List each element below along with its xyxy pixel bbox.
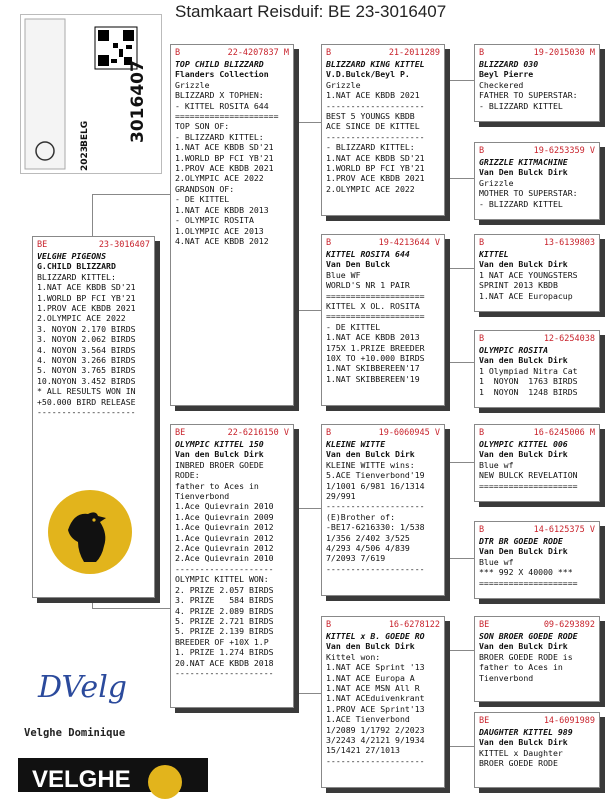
card-line: INBRED BROER GOEDE <box>175 459 264 470</box>
card-line: ==================== <box>326 311 425 322</box>
card-line: Beyl Pierre <box>479 69 534 80</box>
connector-line <box>445 558 475 559</box>
card-line: ==================== <box>479 577 578 588</box>
card-line: *** 992 X 40000 *** <box>479 567 573 578</box>
ring-country-prefix: BE <box>175 428 186 438</box>
ring-country-prefix: B <box>326 428 332 438</box>
card-line: Van den Bulck Dirk <box>479 449 568 460</box>
card-header <box>326 48 440 59</box>
card-line: 1.WORLD BP FCI YB'21 <box>175 152 274 163</box>
ring-number: 22-6216150 V <box>227 428 289 438</box>
card-line: 1.NAT ACE KBDB SD'21 <box>326 152 425 163</box>
card-line: -BE17-6216330: 1/538 <box>326 522 425 533</box>
card-line: GRIZZLE KITMACHINE <box>479 157 568 167</box>
card-line: * ALL RESULTS WON IN <box>37 386 136 397</box>
card-line: 1.NAT ACE KBDB 2013 <box>326 332 420 343</box>
card-line: WORLD'S NR 1 PAIR <box>326 280 410 291</box>
ring-number: 23-3016407 <box>98 240 150 250</box>
card-line: -------------------- <box>326 501 425 512</box>
pigeon-card-mmm <box>474 712 600 788</box>
card-line: KITTEL X OL. ROSITA <box>326 301 420 312</box>
card-line: GRANDSON OF: <box>175 183 235 194</box>
ring-country-prefix: B <box>479 428 485 438</box>
ring-year-text: 2023 <box>80 145 90 171</box>
pigeon-card-fmf <box>474 234 600 312</box>
ring-number: 19-6060945 V <box>378 428 440 438</box>
card-line: +50.000 BIRD RELEASE <box>37 396 136 407</box>
card-line: 1.PROV ACE KBDB 2021 <box>175 163 274 174</box>
card-line: 10X TO +10.000 BIRDS <box>326 353 425 364</box>
card-line: OLYMPIC KITTEL WON: <box>175 574 269 585</box>
card-line: father to Aces in <box>479 662 563 673</box>
pigeon-card-ffm <box>474 142 600 220</box>
card-line: 1.PROV ACE KBDB 2021 <box>326 173 425 184</box>
ring-number: 09-6293892 <box>543 620 595 630</box>
ring-number: 19-6253359 V <box>533 146 595 156</box>
card-line: 1.Ace Quievrain 2009 <box>175 511 274 522</box>
card-line: OLYMPIC KITTEL 006 <box>479 439 568 449</box>
card-line: 1 NOYON 1248 BIRDS <box>479 386 578 397</box>
card-line: KLEINE WITTE <box>326 439 386 449</box>
card-line: 1.NAT SKIBBEREEN'17 <box>326 363 420 374</box>
ring-tag-graphic <box>21 15 161 173</box>
breeder-name: Velghe Dominique <box>24 727 126 739</box>
card-line: 1.PROV ACE Sprint'13 <box>326 703 425 714</box>
card-line: - BLIZZARD KITTEL: <box>326 142 415 153</box>
card-header <box>37 240 150 251</box>
connector-line <box>294 693 322 694</box>
connector-line <box>294 310 322 311</box>
pigeon-card-mfm <box>474 521 600 599</box>
card-line: NEW BULCK REVELATION <box>479 470 578 481</box>
card-line: - BLIZZARD KITTEL <box>479 100 563 111</box>
pigeon-card-father-father <box>321 44 445 216</box>
card-line: V.D.Bulck/Beyl P. <box>326 69 410 80</box>
card-line: MOTHER TO SUPERSTAR: <box>479 188 578 199</box>
card-line: 1.NAT ACE KBDB 2021 <box>326 90 420 101</box>
card-line: 1.NAT ACE Europa A <box>326 672 415 683</box>
card-line: BLIZZARD X TOPHEN: <box>175 90 264 101</box>
card-line: OLYMPIC KITTEL 150 <box>175 439 264 449</box>
ring-number: 14-6091989 <box>543 716 595 726</box>
card-line: 4. NOYON 3.266 BIRDS <box>37 355 136 366</box>
ring-number: 19-4213644 V <box>378 238 440 248</box>
card-line: - DE KITTEL <box>175 194 230 205</box>
card-line: BLIZZARD KITTEL: <box>37 271 116 282</box>
card-header <box>479 716 595 727</box>
card-line: Grizzle <box>175 79 210 90</box>
ring-country-prefix: B <box>479 48 485 58</box>
connector-line <box>445 80 475 81</box>
pigeon-card-mff <box>474 424 600 502</box>
ring-tag-image <box>20 14 162 174</box>
card-line: 2.Ace Quievrain 2010 <box>175 553 274 564</box>
card-line: 1.NAT SKIBBEREEN'19 <box>326 373 420 384</box>
card-line: Tienverbond <box>175 491 230 502</box>
card-line: Van den Bulck Dirk <box>326 641 415 652</box>
card-line: TOP CHILD BLIZZARD <box>175 59 264 69</box>
breeder-signature: DVelg <box>38 670 127 705</box>
ring-country-prefix: BE <box>37 240 48 250</box>
connector-line <box>445 650 475 651</box>
connector-line <box>92 608 172 609</box>
card-line: -------------------- <box>326 131 425 142</box>
card-line: 1/2089 1/1792 2/2023 <box>326 724 425 735</box>
ring-number: 19-2015030 M <box>533 48 595 58</box>
card-line: 2.OLYMPIC ACE 2022 <box>326 183 415 194</box>
ring-country-text: BELG <box>80 120 90 147</box>
card-line: Van den Bulck Dirk <box>479 641 568 652</box>
card-line: TOP SON OF: <box>175 121 230 132</box>
card-line: 2. PRIZE 2.057 BIRDS <box>175 584 274 595</box>
ring-country-prefix: B <box>479 146 485 156</box>
card-line: 175X 1.PRIZE BREEDER <box>326 342 425 353</box>
card-line: 1.NAT ACE MSN All R <box>326 683 420 694</box>
card-line: 4.NAT ACE KBDB 2012 <box>175 235 269 246</box>
card-line: Van den Bulck Dirk <box>175 449 264 460</box>
card-line: DTR BR GOEDE RODE <box>479 536 563 546</box>
card-line: G.CHILD BLIZZARD <box>37 261 116 272</box>
card-line: -------------------- <box>37 407 136 418</box>
card-line: 1.PROV ACE KBDB 2021 <box>37 303 136 314</box>
card-line: KITTEL x B. GOEDE RO <box>326 631 425 641</box>
card-header <box>479 146 595 157</box>
card-header <box>479 428 595 439</box>
card-line: 15/1421 27/1013 <box>326 745 400 756</box>
connector-line <box>92 598 93 608</box>
ring-number: 16-6278122 <box>388 620 440 630</box>
card-line: KLEINE WITTE wins: <box>326 459 415 470</box>
card-line: 7/2093 7/619 <box>326 553 386 564</box>
connector-line <box>445 268 475 269</box>
brand-logo-icon <box>148 765 182 799</box>
card-line: -------------------- <box>175 563 274 574</box>
ring-number: 14-6125375 V <box>533 525 595 535</box>
card-line: Blue WF <box>326 269 361 280</box>
card-header <box>479 334 595 345</box>
card-line: BLIZZARD KING KITTEL <box>326 59 425 69</box>
card-line: -------------------- <box>326 755 425 766</box>
card-line: 4. PRIZE 2.089 BIRDS <box>175 605 274 616</box>
card-line: 5. NOYON 3.765 BIRDS <box>37 365 136 376</box>
ring-country-prefix: B <box>479 238 485 248</box>
card-line: BROER GOEDE RODE <box>479 758 558 769</box>
card-header <box>479 620 595 631</box>
card-line: Blue wf <box>479 556 514 567</box>
card-line: SPRINT 2013 KBDB <box>479 280 558 291</box>
card-line: Van Den Bulck Dirk <box>479 546 568 557</box>
card-line: 1.NAT ACE KBDB SD'21 <box>175 142 274 153</box>
card-line: -------------------- <box>326 563 425 574</box>
card-line: 1.NAT ACEduivenkrant <box>326 693 425 704</box>
ring-number-text: 3016407 <box>128 60 148 143</box>
card-header <box>175 48 289 59</box>
page-title: Stamkaart Reisduif: BE 23-3016407 <box>175 2 447 21</box>
card-line: KITTEL <box>479 249 509 259</box>
pigeon-card-mother <box>170 424 294 708</box>
card-line: 1/1001 6/981 16/1314 <box>326 480 425 491</box>
card-line: 29/991 <box>326 491 356 502</box>
card-line: Blue wf <box>479 459 514 470</box>
connector-line <box>294 122 322 123</box>
card-line: 1. PRIZE 1.274 BIRDS <box>175 647 274 658</box>
card-line: -------------------- <box>326 100 425 111</box>
card-line: ACE SINCE DE KITTEL <box>326 121 420 132</box>
ring-country-prefix: B <box>479 334 485 344</box>
pigeon-card-fff <box>474 44 600 122</box>
card-line: Kittel won: <box>326 651 381 662</box>
card-line: 1.NAT ACE KBDB SD'21 <box>37 282 136 293</box>
card-line: 1.NAT ACE Sprint '13 <box>326 662 425 673</box>
card-line: KITTEL ROSITA 644 <box>326 249 410 259</box>
card-line: 4. NOYON 3.564 BIRDS <box>37 344 136 355</box>
card-header <box>326 238 440 249</box>
card-line: KITTEL x Daughter <box>479 747 563 758</box>
card-line: - BLIZZARD KITTEL: <box>175 131 264 142</box>
pigeon-card-mother-father <box>321 424 445 596</box>
card-line: 1 NAT ACE YOUNGSTERS <box>479 269 578 280</box>
card-line: BROER GOEDE RODE is <box>479 651 573 662</box>
card-line: - KITTEL ROSITA 644 <box>175 100 269 111</box>
ring-country-prefix: B <box>479 525 485 535</box>
card-header <box>326 428 440 439</box>
card-line: 10.NOYON 3.452 BIRDS <box>37 375 136 386</box>
pigeon-icon <box>48 490 132 574</box>
ring-number: 16-6245006 M <box>533 428 595 438</box>
card-line: 1/356 2/402 3/525 <box>326 532 410 543</box>
card-line: 4/293 4/506 4/839 <box>326 543 410 554</box>
card-header <box>175 428 289 439</box>
card-line: Grizzle <box>326 79 361 90</box>
connector-line <box>445 362 475 363</box>
card-line: - BLIZZARD KITTEL <box>479 198 563 209</box>
ring-country-prefix: BE <box>479 620 490 630</box>
card-line: 2.Ace Quievrain 2012 <box>175 543 274 554</box>
card-header <box>479 48 595 59</box>
card-line: (E)Brother of: <box>326 511 396 522</box>
ring-country-prefix: B <box>175 48 181 58</box>
card-line: 1.NAT ACE KBDB 2013 <box>175 204 269 215</box>
card-line: -------------------- <box>175 667 274 678</box>
card-line: Checkered <box>479 79 524 90</box>
card-line: 1 NOYON 1763 BIRDS <box>479 376 578 387</box>
card-line: 1 Olympiad Nitra Cat <box>479 365 578 376</box>
ring-country-prefix: B <box>326 238 332 248</box>
card-line: 1.WORLD BP FCI YB'21 <box>326 163 425 174</box>
ring-number: 13-6139803 <box>543 238 595 248</box>
velghe-pigeon-logo <box>48 490 132 574</box>
card-line: 3. NOYON 2.062 BIRDS <box>37 334 136 345</box>
card-line: 20.NAT ACE KBDB 2018 <box>175 657 274 668</box>
card-line: 2.OLYMPIC ACE 2022 <box>37 313 126 324</box>
card-line: VELGHE PIGEONS <box>37 251 107 261</box>
card-line: DAUGHTER KITTEL 989 <box>479 727 573 737</box>
card-line: 1.OLYMPIC ACE 2013 <box>175 225 264 236</box>
card-line: Tienverbond <box>479 672 534 683</box>
card-line: ==================== <box>326 290 425 301</box>
card-line: BREEDER OF +10X 1.P <box>175 636 269 647</box>
ring-country-prefix: B <box>326 620 332 630</box>
card-line: 1.NAT ACE Europacup <box>479 290 573 301</box>
card-line: 3/2243 4/2121 9/1934 <box>326 735 425 746</box>
connector-line <box>92 194 93 238</box>
card-line: 1.Ace Quievrain 2012 <box>175 532 274 543</box>
card-line: 1.Ace Quievrain 2010 <box>175 501 274 512</box>
card-line: - OLYMPIC ROSITA <box>175 215 254 226</box>
card-line: BEST 5 YOUNGS KBDB <box>326 111 415 122</box>
connector-line <box>445 462 475 463</box>
card-line: OLYMPIC ROSITA <box>479 345 549 355</box>
ring-number: 12-6254038 <box>543 334 595 344</box>
card-line: Van den Bulck Dirk <box>326 449 415 460</box>
connector-line <box>445 178 475 179</box>
velghe-brand-banner: VELGHE <box>18 758 208 792</box>
card-line: 2.OLYMPIC ACE 2022 <box>175 173 264 184</box>
card-line: RODE: <box>175 470 200 481</box>
connector-line <box>294 508 322 509</box>
pigeon-card-fmm <box>474 330 600 408</box>
connector-line <box>445 746 475 747</box>
card-line: 5. PRIZE 2.721 BIRDS <box>175 615 274 626</box>
ring-number: 21-2011289 <box>388 48 440 58</box>
card-line: Van Den Bulck <box>326 259 391 270</box>
card-line: BLIZZARD 030 <box>479 59 539 69</box>
ring-number: 22-4207837 M <box>227 48 289 58</box>
ring-country-prefix: BE <box>479 716 490 726</box>
card-line: ==================== <box>479 480 578 491</box>
card-header <box>326 620 440 631</box>
ring-country-prefix: B <box>326 48 332 58</box>
card-line: 3. PRIZE 584 BIRDS <box>175 595 274 606</box>
card-line: FATHER TO SUPERSTAR: <box>479 90 578 101</box>
card-line: 5.ACE Tienverbond'19 <box>326 470 425 481</box>
card-line: father to Aces in <box>175 480 259 491</box>
pigeon-card-father-mother <box>321 234 445 406</box>
card-line: 1.WORLD BP FCI YB'21 <box>37 292 136 303</box>
card-line: Van den Bulck Dirk <box>479 737 568 748</box>
card-line: Grizzle <box>479 177 514 188</box>
card-line: 1.ACE Tienverbond <box>326 714 410 725</box>
card-line: Flanders Collection <box>175 69 269 80</box>
card-line: - DE KITTEL <box>326 321 381 332</box>
pigeon-card-mother-mother <box>321 616 445 788</box>
card-line: SON BROER GOEDE RODE <box>479 631 578 641</box>
card-line: 5. PRIZE 2.139 BIRDS <box>175 626 274 637</box>
card-line: Van Den Bulck Dirk <box>479 167 568 178</box>
pigeon-card-father <box>170 44 294 406</box>
card-line: Van den Bulck Dirk <box>479 259 568 270</box>
card-line: 1.Ace Quievrain 2012 <box>175 522 274 533</box>
card-line: ===================== <box>175 111 279 122</box>
card-header <box>479 238 595 249</box>
connector-line <box>92 194 172 195</box>
card-line: 3. NOYON 2.170 BIRDS <box>37 323 136 334</box>
card-header <box>479 525 595 536</box>
pigeon-card-mmf <box>474 616 600 702</box>
card-line: Van den Bulck Dirk <box>479 355 568 366</box>
